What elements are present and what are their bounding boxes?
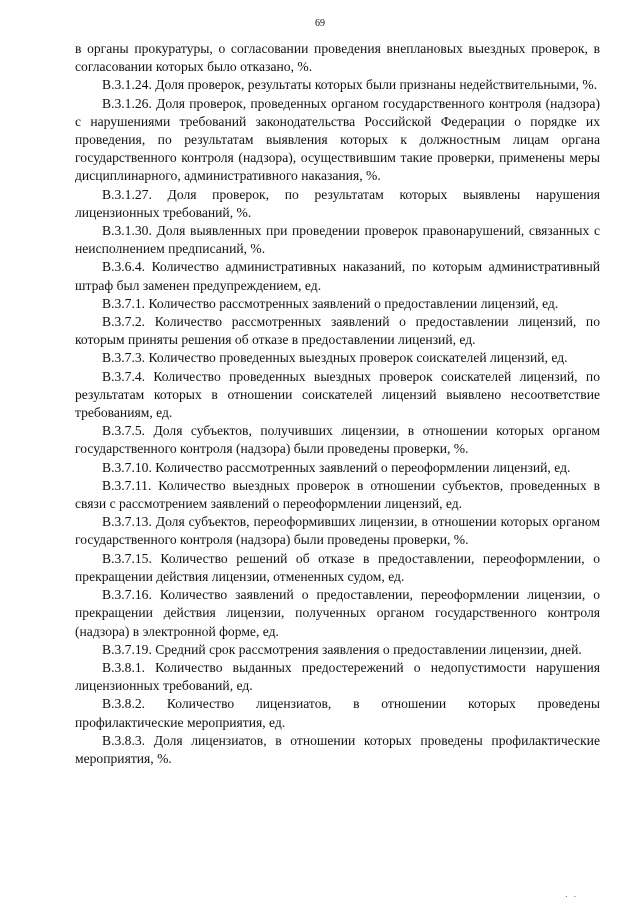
paragraph-v-3-8-2: В.3.8.2. Количество лицензиатов, в отношении которых проведены профилактические мероприятия, ед. — [75, 696, 600, 730]
paragraph-v-3-7-3: В.3.7.3. Количество проведенных выездных проверок соискателей лицензий, ед. — [102, 350, 568, 366]
paragraph-v-3-7-1: В.3.7.1. Количество рассмотренных заявлений о предоставлении лицензий, ед. — [102, 295, 559, 311]
paragraph-v-3-8-3: В.3.8.3. Доля лицензиатов, в отношении которых проведены профилактические мероприятия, %. — [75, 732, 600, 766]
paragraph-v-3-7-10: В.3.7.10. Количество рассмотренных заявлений о переоформлении лицензий, ед. — [102, 459, 571, 475]
paragraph-continuation: в органы прокуратуры, о согласовании проведения внеплановых выездных проверок, в согласовании которых было отказано, %. — [75, 41, 600, 75]
paragraph-v-3-7-2: В.3.7.2. Количество рассмотренных заявлений о предоставлении лицензий, по которым приняты решения об отказе в предоставлении лицензий, ед. — [75, 314, 600, 348]
paragraph-v-3-8-1: В.3.8.1. Количество выданных предостережений о недопустимости нарушения лицензионных требований, ед. — [75, 659, 600, 694]
paragraph-v-3-1-30: В.3.1.30. Доля выявленных при проведении проверок правонарушений, связанных с неисполнением предписаний, %. — [75, 223, 600, 257]
paragraph-v-3-7-19: В.3.7.19. Средний срок рассмотрения заявления о предоставлении лицензии, дней. — [102, 641, 582, 657]
page-number: 69 — [315, 18, 325, 29]
paragraph-v-3-1-24: В.3.1.24. Доля проверок, результаты которых были признаны недействительными, %. — [102, 77, 598, 93]
paragraph-v-3-6-4: В.3.6.4. Количество административных наказаний, по которым административный штраф был заменен предупреждением, ед. — [75, 259, 600, 293]
scan-corner-mark: . . — [565, 889, 578, 899]
document-body — [75, 40, 600, 768]
paragraph-v-3-7-15: В.3.7.15. Количество решений об отказе в предоставлении, переоформлении, о прекращении действия лицензии, отмененных судом, ед. — [75, 550, 600, 584]
paragraph-v-3-7-5: В.3.7.5. Доля субъектов, получивших лицензии, в отношении которых органом государственного контроля (надзора) были проведены проверки, %. — [75, 423, 600, 457]
paragraph-v-3-7-4: В.3.7.4. Количество проведенных выездных проверок соискателей лицензий, по результатам которых в отношении соискателей лицензий выявлено несоответствие требованиям, ед. — [75, 368, 600, 421]
paragraph-v-3-1-26: В.3.1.26. Доля проверок, проведенных органом государственного контроля (надзора) с нарушениями требований законодательства Российской Федерации о порядке их проведения, по результатам выявления которых к должностным лицам органа государственного контроля (надзора), осуществившим такие проверки, применены меры дисциплинарного, административного наказания, %. — [75, 95, 600, 184]
paragraph-v-3-7-11: В.3.7.11. Количество выездных проверок в отношении субъектов, проведенных в связи с рассмотрением заявлений о переоформлении лицензий, ед. — [75, 477, 600, 512]
paragraph-v-3-1-27: В.3.1.27. Доля проверок, по результатам которых выявлены нарушения лицензионных требований, %. — [75, 186, 600, 220]
paragraph-v-3-7-13: В.3.7.13. Доля субъектов, переоформивших лицензии, в отношении которых органом государственного контроля (надзора) были проведены проверки, %. — [75, 514, 600, 548]
paragraph-v-3-7-16: В.3.7.16. Количество заявлений о предоставлении, переоформлении лицензии, о прекращении действия лицензии, полученных органом государственного контроля (надзора) в электронной форме, ед. — [75, 587, 600, 639]
